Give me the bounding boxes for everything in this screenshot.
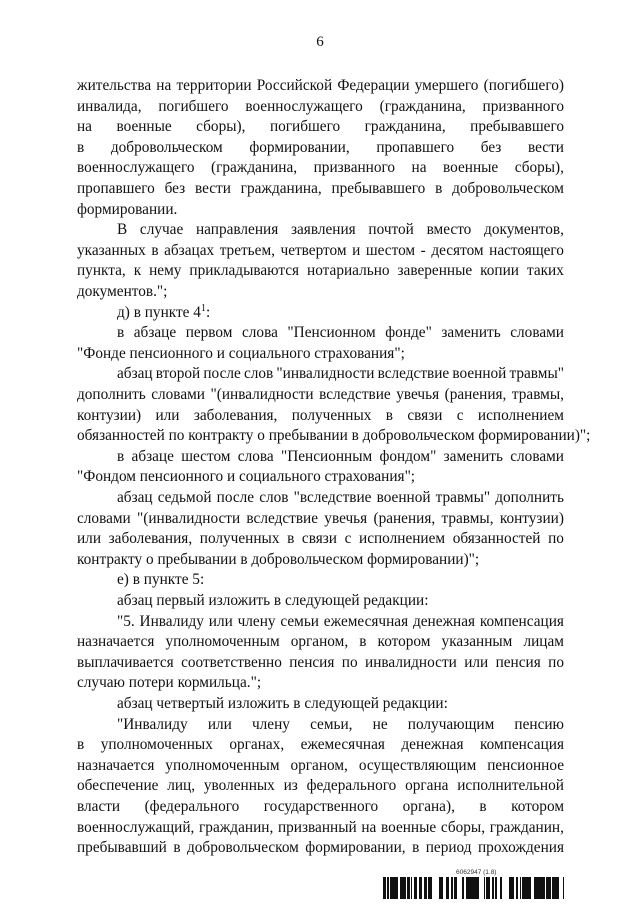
- text-line: в добровольческом формировании, пропавшего без вести: [77, 138, 564, 156]
- text-line: абзац второй после слов "инвалидности вследствие военной травмы": [117, 365, 564, 383]
- text-line: в абзаце шестом слова "Пенсионным фондом" заменить словами: [117, 447, 564, 465]
- text-line: контузии) или заболевания, полученных в связи с исполнением: [77, 406, 564, 424]
- text-line: выплачивается соответственно пенсия по инвалидности или пенсия по: [77, 653, 564, 671]
- text-line: "Фонде пенсионного и социального страхования";: [77, 344, 405, 362]
- text-line: на военные сборы), погибшего гражданина, пребывавшего: [77, 118, 564, 136]
- barcode: [383, 877, 564, 899]
- text-line: или заболевания, полученных в связи с исполнением обязанностей по: [77, 530, 564, 548]
- text-line: случаю потери кормильца.";: [77, 674, 262, 692]
- text-line: дополнить словами "(инвалидности вследствие увечья (ранения, травмы,: [77, 386, 564, 403]
- text-line: назначается уполномоченным органом, в котором указанным лицам: [77, 633, 564, 651]
- text-line: обязанностей по контракту о пребывании в добровольческом формировании)";: [77, 427, 591, 445]
- text-line: д) в пункте $4^1$:: [117, 302, 211, 321]
- text-line: "5. Инвалиду или члену семьи ежемесячная денежная компенсация: [117, 612, 564, 630]
- document-code: 6062947 (1.8): [456, 869, 497, 876]
- text-line: власти (федерального государственного органа), в котором: [77, 798, 564, 815]
- text-line: пункта, к нему прикладываются нотариально заверенные копии таких: [77, 262, 564, 280]
- text-line: указанных в абзацах третьем, четвертом и шестом - десятом настоящего: [77, 241, 564, 259]
- text-line: военнослужащего (гражданина, призванного на военные сборы),: [77, 159, 564, 177]
- text-line: в абзаце первом слова "Пенсионном фонде" заменить словами: [117, 324, 564, 342]
- text-line: абзац первый изложить в следующей редакции:: [117, 592, 429, 609]
- text-line: пребывавший в добровольческом формировании, в период прохождения: [77, 839, 564, 857]
- text-line: абзац четвертый изложить в следующей редакции:: [117, 695, 448, 712]
- text-line: контракту о пребывании в добровольческом формировании)";: [77, 550, 480, 568]
- text-line: документов.";: [77, 283, 168, 300]
- text-line: обеспечение лиц, уволенных из федерального органа исполнительной: [77, 777, 564, 795]
- text-line: инвалида, погибшего военнослужащего (гражданина, призванного: [77, 97, 564, 115]
- text-line: словами "(инвалидности вследствие увечья (ранения, травмы, контузии): [77, 509, 564, 527]
- text-line: "Фондом пенсионного и социального страхования";: [77, 468, 416, 486]
- text-line: в уполномоченных органах, ежемесячная денежная компенсация: [77, 736, 564, 754]
- text-line: е) в пункте 5:: [117, 571, 205, 589]
- text-line: жительства на территории Российской Федерации умершего (погибшего): [77, 77, 564, 94]
- text-line: В случае направления заявления почтой вместо документов,: [117, 221, 564, 239]
- text-line: назначается уполномоченным органом, осуществляющим пенсионное: [77, 756, 564, 774]
- text-line: абзац седьмой после слов "вследствие военной травмы" дополнить: [117, 489, 564, 506]
- text-line: формировании.: [77, 200, 178, 218]
- page-number: 6: [316, 34, 324, 50]
- text-line: пропавшего без вести гражданина, пребывавшего в добровольческом: [77, 180, 564, 197]
- text-line: военнослужащий, гражданин, призванный на военные сборы, гражданин,: [77, 818, 564, 836]
- text-line: "Инвалиду или члену семьи, не получающим пенсию: [117, 715, 564, 733]
